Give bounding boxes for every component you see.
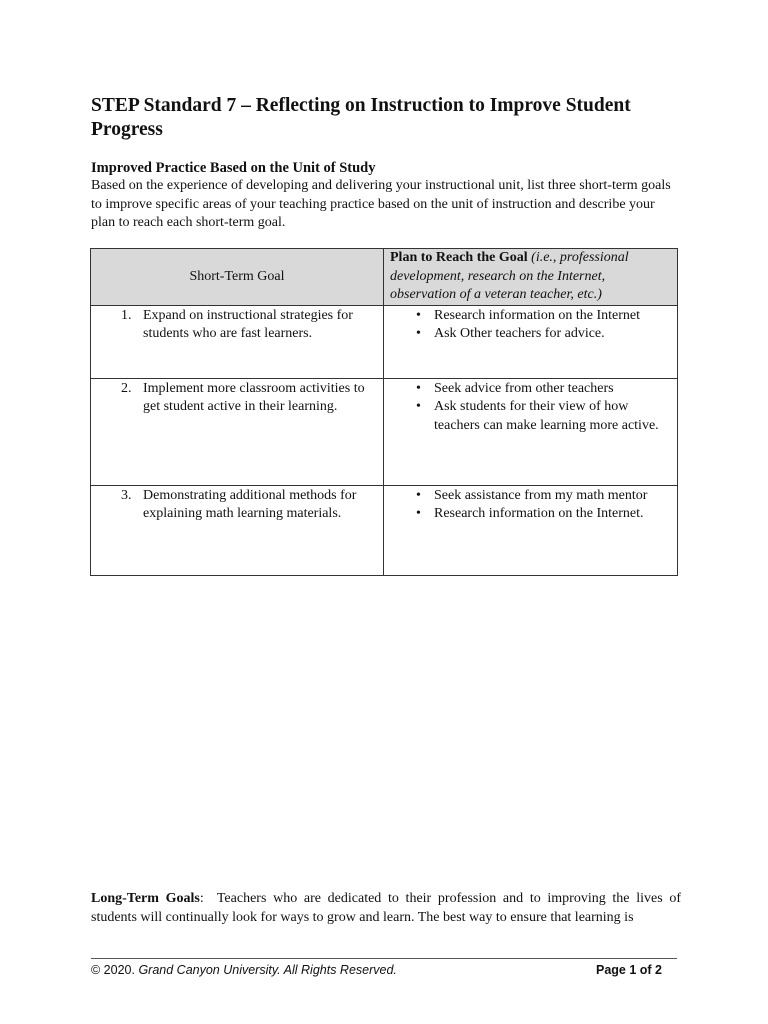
header-short-term-goal: Short-Term Goal — [91, 249, 384, 306]
bullet-icon: • — [416, 399, 421, 414]
section-heading: Improved Practice Based on the Unit of Study — [91, 160, 376, 176]
long-term-text: Teachers who are dedicated to their profession and to improving the lives of students will continually look for ways to grow and learn. The best way to ensure that learning is — [91, 891, 681, 925]
bullet-icon: • — [416, 326, 421, 341]
goal-text: Demonstrating additional methods for explaining math learning materials. — [143, 487, 357, 521]
footer — [91, 960, 662, 980]
header-plan-note: (i.e., professional development, research on the Internet, observation of a veteran teacher, etc.) — [390, 250, 629, 302]
goal-text: Expand on instructional strategies for students who are fast learners. — [143, 307, 353, 341]
goals-table — [90, 248, 678, 576]
plan-item — [398, 325, 671, 344]
goal-number: 1. — [121, 307, 132, 323]
plan-cell — [384, 485, 678, 575]
plan-item-text: Ask Other teachers for advice. — [434, 326, 605, 341]
plan-list — [398, 307, 671, 344]
plan-item-text: Research information on the Internet. — [434, 506, 644, 521]
plan-item — [398, 307, 671, 326]
footer-divider — [91, 958, 677, 959]
plan-item-text: Research information on the Internet — [434, 307, 641, 323]
page-number: Page 1 of 2 — [596, 963, 662, 977]
plan-cell — [384, 305, 678, 378]
plan-item-text: Ask students for their view of how teachers can make learning more active. — [434, 399, 659, 433]
plan-item — [398, 505, 671, 524]
plan-item — [398, 398, 671, 435]
long-term-goals-paragraph: Long-Term Goals: Teachers who are dedicated to their profession and to improving the lives of students will continually look for ways to grow and learn. The best way to ensure that learning is — [91, 891, 681, 925]
plan-item-text: Seek assistance from my math mentor — [434, 487, 648, 503]
goal-text: Implement more classroom activities to get student active in their learning. — [143, 380, 365, 414]
plan-list — [398, 487, 671, 524]
table-row — [91, 378, 678, 485]
table-row — [91, 305, 678, 378]
copyright-org: Grand Canyon University. All Rights Reserved. — [138, 963, 397, 977]
bullet-icon: • — [416, 380, 421, 396]
header-plan — [384, 249, 678, 306]
goal-number: 2. — [121, 380, 132, 396]
copyright-year: © 2020. — [91, 963, 135, 977]
bullet-icon: • — [416, 307, 421, 323]
header-plan-lead: Plan to Reach the Goal — [390, 250, 528, 265]
goal-cell — [91, 305, 384, 378]
bullet-icon: • — [416, 487, 421, 503]
table-header-row — [91, 249, 678, 306]
long-term-label: Long-Term Goals — [91, 891, 200, 906]
plan-cell — [384, 378, 678, 485]
goal-cell — [91, 378, 384, 485]
goal-cell — [91, 485, 384, 575]
table-row — [91, 485, 678, 575]
plan-item-text: Seek advice from other teachers — [434, 380, 614, 396]
page-title: STEP Standard 7 – Reflecting on Instruction to Improve Student Progress — [91, 95, 631, 140]
plan-item — [398, 380, 671, 399]
goal-number: 3. — [121, 487, 132, 503]
plan-item — [398, 487, 671, 506]
footer-copyright — [91, 960, 397, 980]
bullet-icon: • — [416, 506, 421, 521]
intro-paragraph: Based on the experience of developing and delivering your instructional unit, list three short-term goals to improve specific areas of your teaching practice based on the unit of instruction and describe your plan to reach each short-term goal. — [91, 178, 671, 230]
plan-list — [398, 380, 671, 436]
